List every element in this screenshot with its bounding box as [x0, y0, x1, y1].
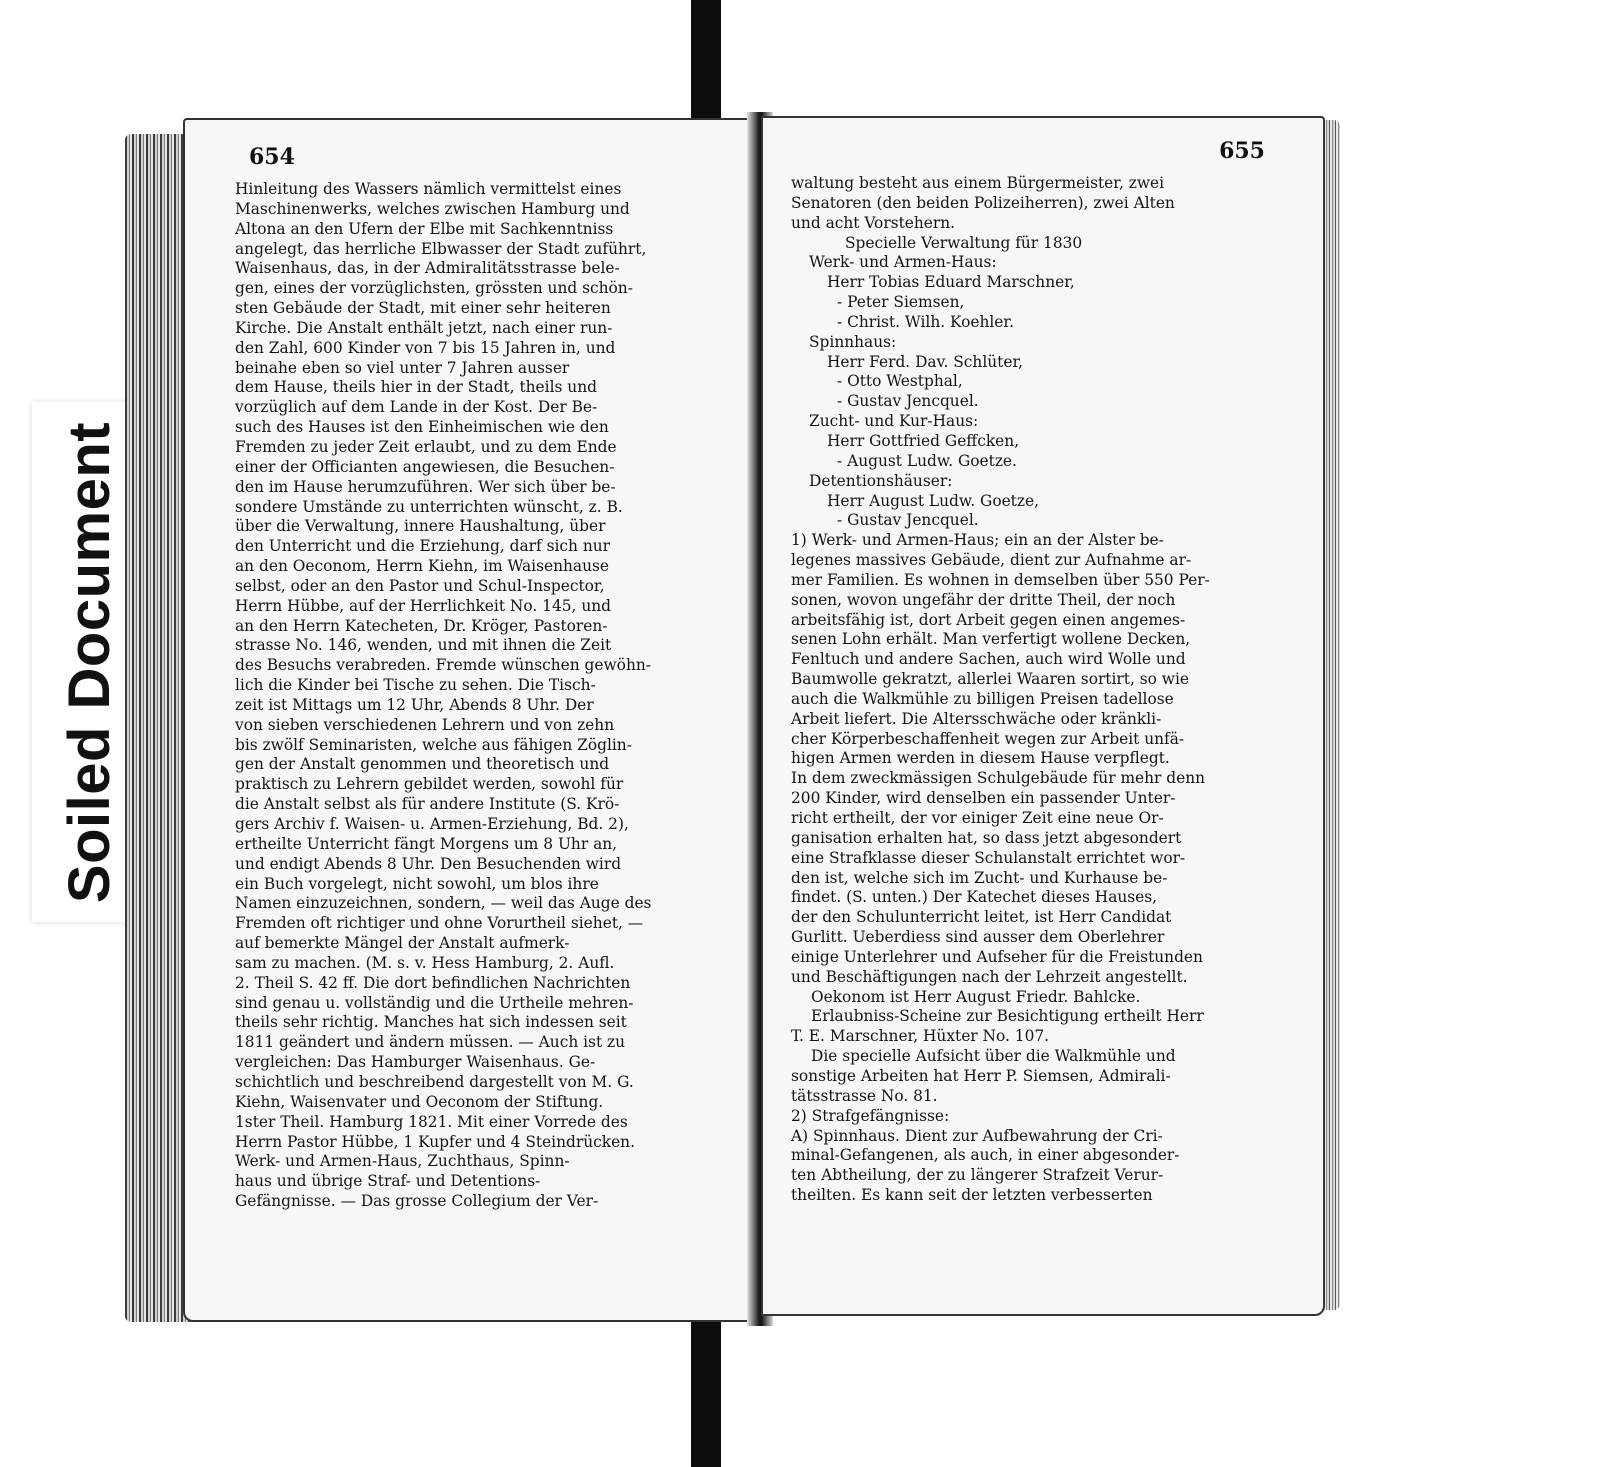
text-line: - Gustav Jencquel. — [837, 392, 979, 411]
left-page-text — [235, 180, 735, 1212]
text-line: gen der Anstalt genommen und theoretisch und — [235, 755, 610, 774]
text-line: minal-Gefangenen, als auch, in einer abgesonder- — [791, 1146, 1180, 1165]
text-line: haus und übrige Straf- und Detentions- — [235, 1172, 541, 1191]
text-line: angelegt, das herrliche Elbwasser der Stadt zuführt, — [235, 239, 647, 258]
text-line: Die specielle Aufsicht über die Walkmühle und — [811, 1047, 1176, 1066]
text-line: Maschinenwerks, welches zwischen Hamburg und — [235, 199, 630, 218]
left-page-number: 654 — [249, 144, 295, 170]
text-line: - Gustav Jencquel. — [837, 511, 979, 530]
text-line: mer Familien. Es wohnen in demselben über 550 Per- — [791, 570, 1210, 589]
text-line: den Unterricht und die Erziehung, darf sich nur — [235, 537, 611, 556]
text-line: Altona an den Ufern der Elbe mit Sachkenntniss — [235, 219, 614, 238]
text-line: Arbeit liefert. Die Altersschwäche oder kränkli- — [791, 709, 1162, 728]
text-line: ten Abtheilung, der zu längerer Strafzeit Verur- — [791, 1166, 1164, 1185]
text-line: such des Hauses ist den Einheimischen wie den — [235, 418, 609, 437]
text-line: Baumwolle gekratzt, allerlei Waaren sortirt, so wie — [791, 670, 1190, 689]
text-line: ertheilte Unterricht fängt Morgens um 8 Uhr an, — [235, 834, 618, 853]
text-line: cher Körperbeschaffenheit wegen zur Arbeit unfä- — [791, 729, 1185, 748]
gutter-strip-top — [691, 0, 721, 120]
text-line: bis zwölf Seminaristen, welche aus fähigen Zöglin- — [235, 735, 632, 754]
text-line: 1811 geändert und ändern müssen. — Auch ist zu — [235, 1033, 626, 1052]
text-line: - August Ludw. Goetze. — [837, 451, 1017, 470]
text-line: eine Strafklasse dieser Schulanstalt errichtet wor- — [791, 848, 1186, 867]
text-line: In dem zweckmässigen Schulgebäude für mehr denn — [791, 769, 1206, 788]
text-line: Oekonom ist Herr August Friedr. Bahlcke. — [811, 987, 1141, 1006]
text-line: Hinleitung des Wassers nämlich vermittelst eines — [235, 180, 622, 198]
text-line: beinahe eben so viel unter 7 Jahren ausser — [235, 358, 570, 377]
text-line: - Peter Siemsen, — [837, 293, 965, 312]
text-line: theils sehr richtig. Manches hat sich indessen seit — [235, 1013, 627, 1032]
right-page-text — [791, 174, 1271, 1206]
right-page — [761, 116, 1325, 1316]
text-line: Kirche. Die Anstalt enthält jetzt, nach einer run- — [235, 318, 613, 337]
text-line: Waisenhaus, das, in der Admiralitätsstrasse bele- — [235, 259, 620, 278]
text-line: strasse No. 146, wenden, und mit ihnen die Zeit — [235, 636, 612, 655]
text-line: Gefängnisse. — Das grosse Collegium der Ver- — [235, 1192, 599, 1211]
text-line: Namen einzuzeichnen, sondern, — weil das Auge des — [235, 894, 652, 913]
text-line: vergleichen: Das Hamburger Waisenhaus. Ge- — [235, 1053, 596, 1072]
text-line: tätsstrasse No. 81. — [791, 1086, 938, 1105]
text-line: Herrn Hübbe, auf der Herrlichkeit No. 145, und — [235, 596, 612, 615]
text-line: Werk- und Armen-Haus: — [809, 253, 997, 272]
text-line: der den Schulunterricht leitet, ist Herr Candidat — [791, 908, 1172, 927]
text-line: T. E. Marschner, Hüxter No. 107. — [791, 1027, 1050, 1046]
text-line: Spinnhaus: — [809, 332, 897, 351]
text-line: dem Hause, theils hier in der Stadt, theils und — [235, 378, 597, 397]
text-line: den ist, welche sich im Zucht- und Kurhause be- — [791, 868, 1168, 887]
text-line: 200 Kinder, wird denselben ein passender Unter- — [791, 789, 1176, 808]
text-line: Specielle Verwaltung für 1830 — [845, 233, 1083, 252]
text-line: sind genau u. vollständig und die Urtheile mehren- — [235, 993, 634, 1012]
text-line: sten Gebäude der Stadt, mit einer sehr heiteren — [235, 299, 611, 318]
text-line: selbst, oder an den Pastor und Schul-Inspector, — [235, 576, 605, 595]
text-line: arbeitsfähig ist, dort Arbeit gegen einen angemes- — [791, 610, 1186, 629]
text-line: über die Verwaltung, innere Haushaltung, über — [235, 517, 606, 536]
text-line: die Anstalt selbst als für andere Institute (S. Krö- — [235, 795, 620, 814]
text-line: Kiehn, Waisenvater und Oeconom der Stiftung. — [235, 1092, 604, 1111]
text-line: Herr Tobias Eduard Marschner, — [827, 273, 1075, 292]
text-line: Detentionshäuser: — [809, 471, 953, 490]
text-line: zeit ist Mittags um 12 Uhr, Abends 8 Uhr. Der — [235, 695, 594, 714]
text-line: auch die Walkmühle zu billigen Preisen tadellose — [791, 689, 1174, 708]
text-line: ein Buch vorgelegt, nicht sowohl, um blos ihre — [235, 874, 599, 893]
text-line: senen Lohn erhält. Man verfertigt wollene Decken, — [791, 630, 1191, 649]
text-line: sondere Umstände zu unterrichten wünscht, z. B. — [235, 497, 623, 516]
text-line: Herr Ferd. Dav. Schlüter, — [827, 352, 1024, 371]
stamp-label: Soiled Document — [57, 421, 123, 903]
left-page — [183, 118, 761, 1322]
text-line: sonen, wovon ungefähr der dritte Theil, der noch — [791, 590, 1176, 609]
text-line: Fremden zu jeder Zeit erlaubt, und zu dem Ende — [235, 437, 617, 456]
text-line: und acht Vorstehern. — [791, 213, 956, 232]
text-line: higen Armen werden in diesem Hause verpflegt. — [791, 749, 1170, 768]
text-line: Herrn Pastor Hübbe, 1 Kupfer und 4 Steindrücken. — [235, 1132, 635, 1151]
text-line: sonstige Arbeiten hat Herr P. Siemsen, Admirali- — [791, 1066, 1171, 1085]
text-line: Fremden oft richtiger und ohne Vorurtheil siehet, — — [235, 914, 644, 933]
text-line: den im Hause herumzuführen. Wer sich über be- — [235, 477, 616, 496]
text-line: theilten. Es kann seit der letzten verbesserten — [791, 1186, 1153, 1205]
text-line: legenes massives Gebäude, dient zur Aufnahme ar- — [791, 551, 1192, 570]
text-line: Herr August Ludw. Goetze, — [827, 491, 1039, 510]
text-line: den Zahl, 600 Kinder von 7 bis 15 Jahren in, und — [235, 338, 616, 357]
text-line: Gurlitt. Ueberdiess sind ausser dem Oberlehrer — [791, 928, 1165, 947]
text-line: einer der Officianten angewiesen, die Besuchen- — [235, 457, 615, 476]
text-line: von sieben verschiedenen Lehrern und von zehn — [235, 715, 615, 734]
text-line: lich die Kinder bei Tische zu sehen. Die Tisch- — [235, 676, 596, 695]
text-line: Senatoren (den beiden Polizeiherren), zwei Alten — [791, 193, 1175, 212]
text-line: und Beschäftigungen nach der Lehrzeit angestellt. — [791, 967, 1188, 986]
text-line: 1) Werk- und Armen-Haus; ein an der Alster be- — [791, 531, 1164, 550]
text-line: 2. Theil S. 42 ff. Die dort befindlichen Nachrichten — [235, 973, 631, 992]
text-line: - Christ. Wilh. Koehler. — [837, 312, 1014, 331]
text-line: Erlaubniss-Scheine zur Besichtigung ertheilt Herr — [811, 1007, 1204, 1026]
text-line: Herr Gottfried Geffcken, — [827, 431, 1020, 450]
text-line: richt ertheilt, der vor einiger Zeit eine neue Or- — [791, 809, 1164, 827]
open-book — [125, 112, 1340, 1326]
text-line: des Besuchs verabreden. Fremde wünschen gewöhn- — [235, 656, 651, 675]
text-line: schichtlich und beschreibend dargestellt von M. G. — [235, 1072, 634, 1091]
text-line: auf bemerkte Mängel der Anstalt aufmerk- — [235, 934, 570, 953]
text-line: gen, eines der vorzüglichsten, grössten und schön- — [235, 279, 633, 298]
text-line: findet. (S. unten.) Der Katechet dieses Hauses, — [791, 888, 1158, 907]
text-line: Fenltuch und andere Sachen, auch wird Wolle und — [791, 650, 1186, 669]
text-line: sam zu machen. (M. s. v. Hess Hamburg, 2. Aufl. — [235, 953, 615, 972]
text-line: Zucht- und Kur-Haus: — [809, 412, 979, 431]
text-line: praktisch zu Lehrern gebildet werden, sowohl für — [235, 775, 624, 794]
text-line: - Otto Westphal, — [837, 372, 963, 391]
text-line: Werk- und Armen-Haus, Zuchthaus, Spinn- — [235, 1152, 570, 1171]
text-line: ganisation erhalten hat, so dass jetzt abgesondert — [791, 828, 1182, 847]
text-line: 2) Strafgefängnisse: — [791, 1106, 950, 1125]
text-line: an den Herrn Katecheten, Dr. Kröger, Pastoren- — [235, 616, 608, 635]
text-line: und endigt Abends 8 Uhr. Den Besuchenden wird — [235, 854, 622, 873]
text-line: gers Archiv f. Waisen- u. Armen-Erziehung, Bd. 2), — [235, 815, 629, 833]
text-line: 1ster Theil. Hamburg 1821. Mit einer Vorrede des — [235, 1112, 628, 1131]
right-page-number: 655 — [1219, 138, 1265, 164]
text-line: vorzüglich auf dem Lande in der Kost. Der Be- — [235, 398, 598, 417]
text-line: A) Spinnhaus. Dient zur Aufbewahrung der Cri- — [791, 1126, 1163, 1145]
text-line: waltung besteht aus einem Bürgermeister, zwei — [791, 174, 1165, 192]
text-line: an den Oeconom, Herrn Kiehn, im Waisenhause — [235, 557, 610, 576]
text-line: einige Unterlehrer und Aufseher für die Freistunden — [791, 947, 1203, 966]
